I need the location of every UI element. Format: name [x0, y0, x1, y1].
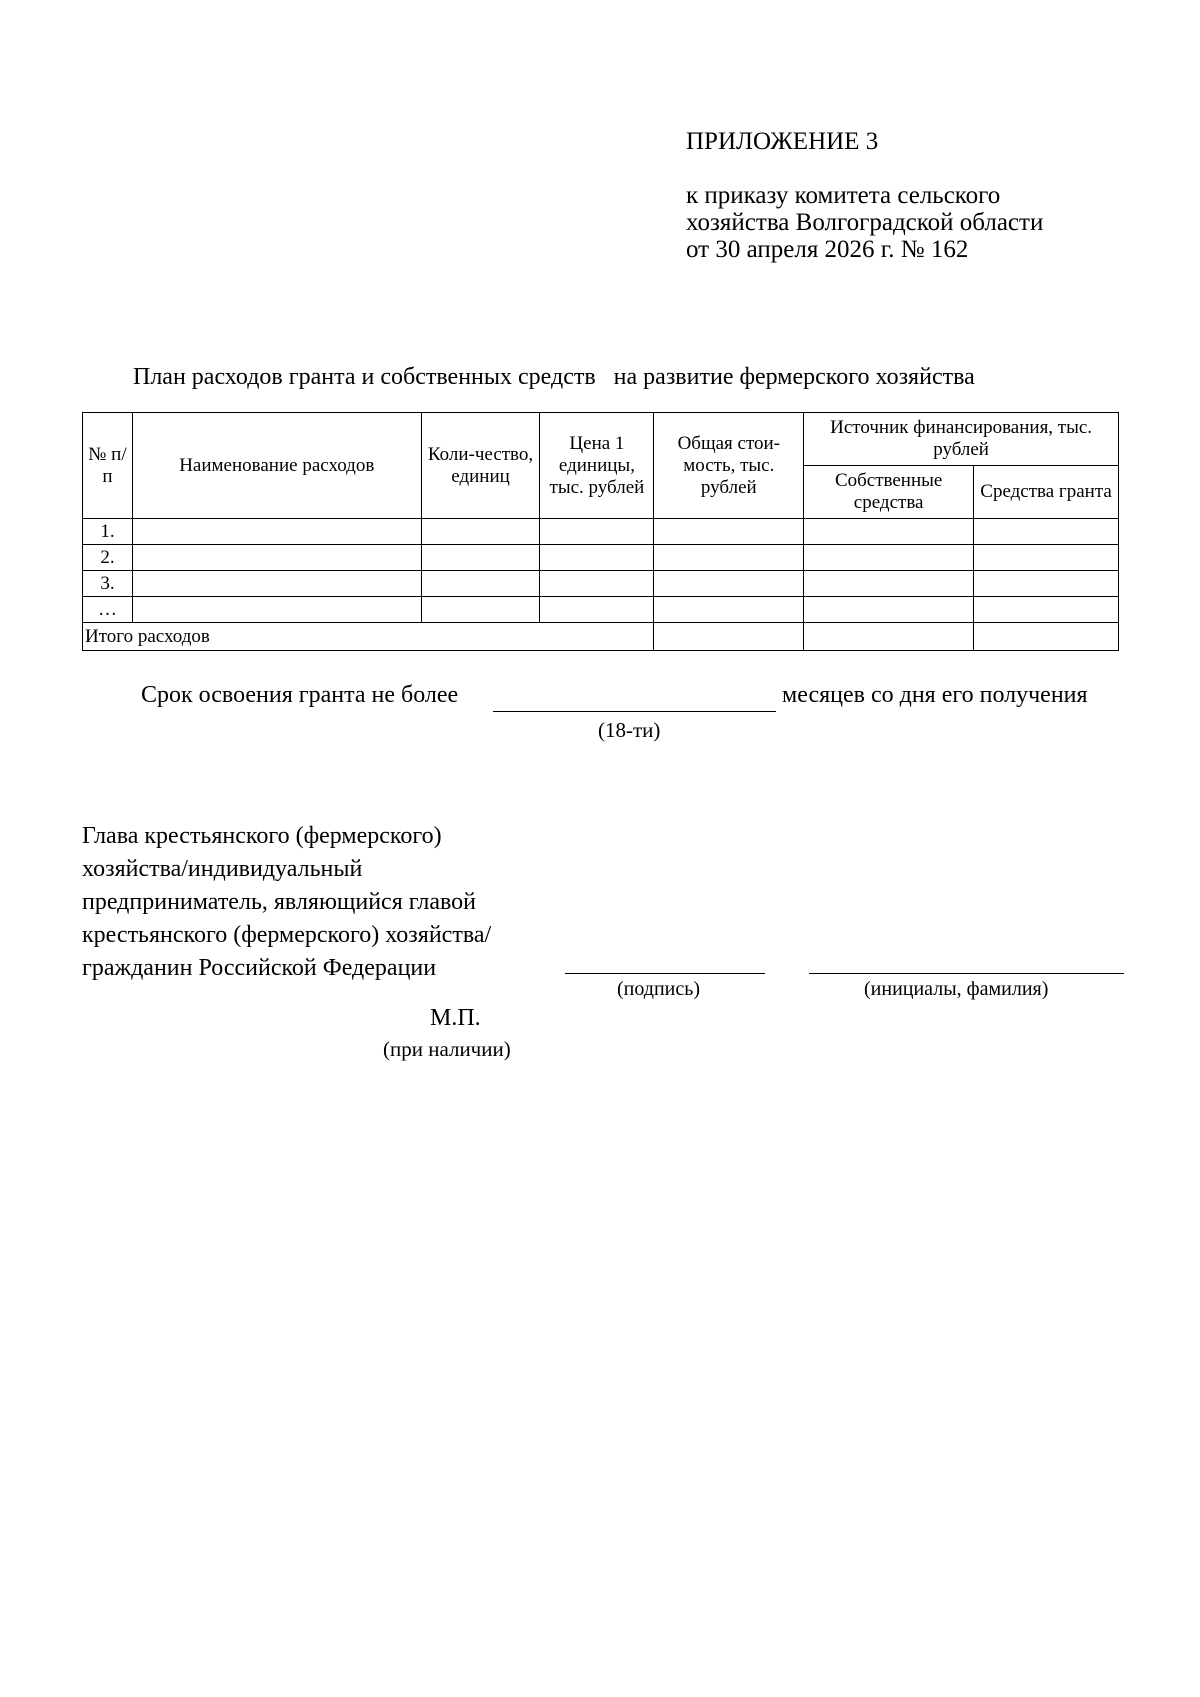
stamp-hint: (при наличии) [383, 1037, 511, 1061]
head-label-line: предприниматель, являющийся главой [82, 889, 477, 915]
header-total-cost: Общая стои-мость, тыс. рублей [654, 413, 804, 519]
total-label: Итого расходов [83, 623, 654, 651]
cell-empty[interactable] [654, 571, 804, 597]
header-own-funds: Собственные средства [804, 466, 974, 519]
cell-empty[interactable] [804, 597, 974, 623]
cell-empty[interactable] [974, 623, 1119, 651]
signature-line[interactable] [565, 973, 765, 974]
cell-empty[interactable] [804, 571, 974, 597]
cell-empty[interactable] [421, 545, 540, 571]
cell-empty[interactable] [421, 597, 540, 623]
deadline-text-before: Срок освоения гранта не более [141, 682, 459, 708]
order-line: к приказу комитета сельского [686, 182, 1001, 209]
cell-empty[interactable] [540, 545, 654, 571]
row-number: 3. [83, 571, 133, 597]
appendix-title: ПРИЛОЖЕНИЕ 3 [686, 128, 879, 155]
cell-empty[interactable] [654, 519, 804, 545]
header-qty: Коли-чество, единиц [421, 413, 540, 519]
cell-empty[interactable] [540, 571, 654, 597]
cell-empty[interactable] [974, 571, 1119, 597]
cell-empty[interactable] [132, 597, 421, 623]
name-line[interactable] [809, 973, 1124, 974]
name-hint: (инициалы, фамилия) [864, 978, 1049, 1000]
cell-empty[interactable] [654, 623, 804, 651]
cell-empty[interactable] [132, 519, 421, 545]
header-funding-source: Источник финансирования, тыс. рублей [804, 413, 1119, 466]
cell-empty[interactable] [654, 545, 804, 571]
head-label-line: Глава крестьянского (фермерского) [82, 823, 442, 849]
table-row [83, 597, 1119, 623]
signature-hint: (подпись) [617, 978, 701, 1000]
table-row [83, 571, 1119, 597]
head-label-line: крестьянского (фермерского) хозяйства/ [82, 922, 492, 948]
cell-empty[interactable] [804, 545, 974, 571]
deadline-text-after: месяцев со дня его получения [782, 682, 1088, 708]
cell-empty[interactable] [421, 571, 540, 597]
order-line: хозяйства Волгоградской области [686, 209, 1044, 236]
expense-table [82, 412, 1119, 651]
cell-empty[interactable] [974, 597, 1119, 623]
cell-empty[interactable] [654, 597, 804, 623]
cell-empty[interactable] [804, 623, 974, 651]
row-number: 1. [83, 519, 133, 545]
row-number: … [83, 597, 133, 623]
header-price: Цена 1 единицы, тыс. рублей [540, 413, 654, 519]
farm-head-label [82, 820, 491, 985]
cell-empty[interactable] [540, 597, 654, 623]
cell-empty[interactable] [132, 545, 421, 571]
header-grant-funds: Средства гранта [974, 466, 1119, 519]
cell-empty[interactable] [132, 571, 421, 597]
cell-empty[interactable] [540, 519, 654, 545]
row-number: 2. [83, 545, 133, 571]
order-reference [686, 182, 1043, 263]
plan-title: План расходов гранта и собственных средств на развитие фермерского хозяйства [133, 364, 975, 390]
cell-empty[interactable] [974, 519, 1119, 545]
stamp-label: М.П. [430, 1005, 481, 1031]
cell-empty[interactable] [804, 519, 974, 545]
order-line: от 30 апреля 2026 г. № 162 [686, 236, 969, 263]
head-label-line: хозяйства/индивидуальный [82, 856, 363, 882]
header-num: № п/п [83, 413, 133, 519]
cell-empty[interactable] [974, 545, 1119, 571]
deadline-blank-line[interactable] [493, 711, 776, 712]
total-row [83, 623, 1119, 651]
head-label-line: гражданин Российской Федерации [82, 955, 437, 981]
table-row [83, 519, 1119, 545]
table-row [83, 545, 1119, 571]
header-name: Наименование расходов [132, 413, 421, 519]
cell-empty[interactable] [421, 519, 540, 545]
deadline-hint: (18-ти) [598, 718, 661, 742]
